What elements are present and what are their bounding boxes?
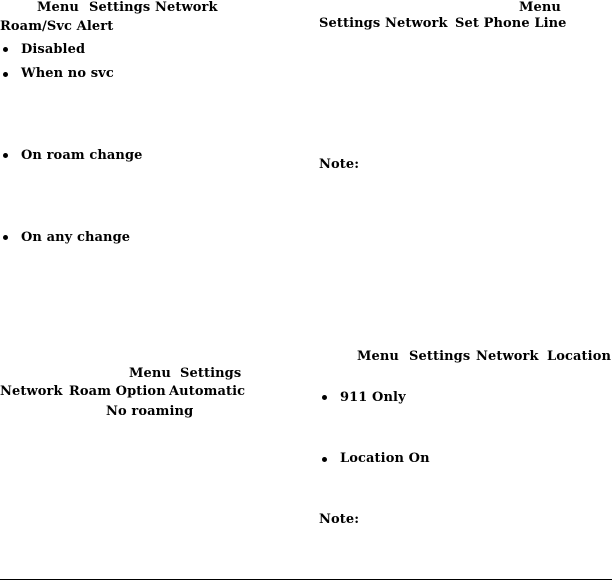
path-menu: Menu [357,349,399,364]
path-network: Network [385,16,448,31]
path-menu: Menu [37,0,79,15]
path-menu: Menu [519,0,561,15]
bullet-icon [3,47,8,52]
path-roam-option: Roam Option [69,384,166,399]
path-set-phone-line: Set Phone Line [455,16,567,31]
path-settings: Settings [89,0,151,15]
footer-rule [0,579,612,580]
option-on-any-change: On any change [21,230,131,245]
path-roam-svc-alert: Roam/Svc Alert [0,19,114,34]
path-menu: Menu [129,366,171,381]
option-location-on: Location On [340,451,430,466]
path-location: Location [547,349,612,364]
bullet-icon [3,153,8,158]
path-network: Network [476,349,539,364]
bullet-icon [322,395,327,400]
option-disabled: Disabled [21,42,86,57]
path-automatic: Automatic [169,384,246,399]
path-settings: Settings [180,366,242,381]
path-settings: Settings [409,349,471,364]
option-on-roam-change: On roam change [21,148,143,163]
bullet-icon [322,457,327,462]
note-label: Note: [319,512,360,527]
path-network: Network [155,0,218,15]
bullet-icon [3,235,8,240]
note-label: Note: [319,157,360,172]
option-911-only: 911 Only [340,390,406,405]
path-no-roaming: No roaming [106,404,194,419]
option-when-no-svc: When no svc [21,66,114,81]
path-settings: Settings [319,16,381,31]
path-network: Network [0,384,63,399]
bullet-icon [3,72,8,77]
